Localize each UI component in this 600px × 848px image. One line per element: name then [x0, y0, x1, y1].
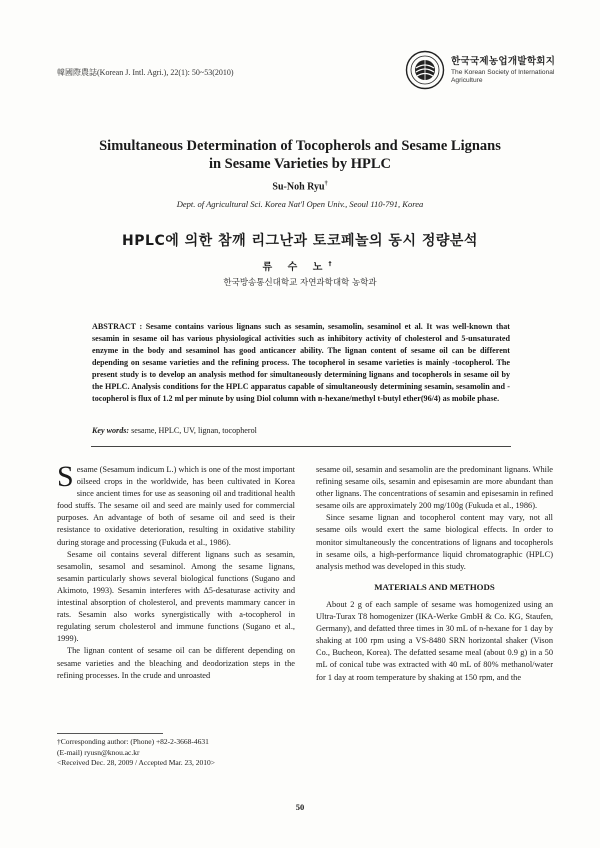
society-name-english-line1: The Korean Society of International: [451, 69, 555, 76]
society-name-english: [451, 69, 585, 85]
abstract-text: Sesame contains various lignans such as sesamin, sesamolin, sesaminol et al. It was well-known that sesamin in sesame oil has various physiological activities such as inhibitory activity of cholesterol and 5-unsaturated enzyme in the body and sesaminol has good anticancer ability. The lignan content of sesame oil can be different depending on sesame varieties and the refining process. The tocopherol in sesame varieties is mainly -tocopherol. The present study is to develop an analysis method for simultaneously determining lignans and tocopherols in sesame oil by the HPLC. Analysis conditions for the HPLC apparatus capable of simultaneously determining sesamin, sesamolin and -tocopherol is flux of 1.2 ml per minute by using Diol column with n-hexane/methyl t-butyl ether(96/4) as mobile phase.: [92, 322, 510, 403]
society-text: [451, 53, 585, 85]
keywords-label: Key words:: [92, 426, 130, 435]
paragraph: Since sesame lignan and tocopherol content may vary, not all sesame oils would exert the same biological effects. In order to monitor simultaneously the concentrations of lignans and tocopherols in sesame oils, a high-performance liquid chromatographic (HPLC) analysis method was developed in this study.: [316, 513, 553, 571]
society-emblem-icon: [405, 50, 445, 90]
footnote-email: (E-mail) ryusn@knou.ac.kr: [57, 747, 140, 757]
korean-author-name: 류 수 노: [262, 262, 329, 273]
keywords: [92, 426, 510, 435]
korean-author-mark: †: [328, 260, 338, 268]
paragraph: The lignan content of sesame oil can be different depending on sesame varieties and the bleaching and deodorization steps in the refining processes. In the crude and unroasted: [57, 646, 295, 680]
affiliation: Dept. of Agricultural Sci. Korea Nat'l Open Univ., Seoul 110-791, Korea: [176, 199, 424, 209]
paragraph: About 2 g of each sample of sesame was homogenized using an Ultra-Turax T8 homogenizer (IKA-Werke GmbH & Co. KG, Staufen, Germany), and defatted three times in 30 mL of n-hexane for 1 day by shaking at 100 rpm using a VS-8480 SRN horizontal shaker (Vison Co., Bucheon, Korea). The defatted sesame meal (about 0.9 g) in a 50 mL of conical tube was extracted with 40 mL of 80% methanol/water for 1 day at room temperature by shaking at 150 rpm, and the: [316, 599, 553, 682]
abstract-label: ABSTRACT :: [92, 322, 143, 331]
keywords-text: sesame, HPLC, UV, lignan, tocopherol: [131, 426, 257, 435]
article-title: [60, 137, 540, 173]
article-title-line2: in Sesame Varieties by HPLC: [208, 156, 392, 172]
body-column-right: [316, 464, 553, 684]
abstract: [92, 321, 510, 405]
drop-cap: S: [57, 460, 74, 493]
article-title-line1: Simultaneous Determination of Tocopherols and Sesame Lignans: [99, 138, 501, 154]
footnote-corresponding: †Corresponding author: (Phone) +82-2-3668-4631: [57, 737, 209, 746]
paragraph: [57, 460, 295, 549]
paragraph-text: esame (Sesamum indicum L.) which is one of the most important oilseed crops in the worldwide, has been cultivated in Korea since ancient times for use as seasoning oil and traditional health food stuffs. The sesame oil and seed are mainly used for commercial purposes. An advantage of both of sesame oil and seed is their resistance to oxidative deterioration, resulting in oxidative stability during storage and processing (Fukuda et al., 1986).: [57, 465, 295, 547]
author-mark: †: [324, 181, 328, 187]
footnotes: [57, 737, 297, 769]
author: [0, 181, 600, 192]
page-number: 50: [295, 802, 305, 812]
footnote-divider: [57, 733, 163, 734]
divider: [91, 446, 511, 447]
society-header: [405, 50, 585, 90]
korean-title: HPLC에 의한 참깨 리그난과 토코페놀의 동시 정량분석: [122, 233, 478, 249]
body-column-left: [57, 460, 295, 682]
footnote-received: <Received Dec. 28, 2009 / Accepted Mar. 23, 2010>: [57, 758, 216, 768]
paragraph: Sesame oil contains several different lignans such as sesamin, sesamolin, sesamol and sesaminol. Among the sesame lignans, sesamin particularly shows several biological functions (Sugano and Akimoto, 1993). Sesamin interferes with Δ5-desaturase activity and intestinal absorption of cholesterol, and prevents mammary cancer in rats. Sesamin also works synergistically with a-tocopherol in regulating serum cholesterol and immune functions (Sugano et al., 1999).: [57, 549, 295, 644]
korean-affiliation: 한국방송통신대학교 자연과학대학 농학과: [223, 278, 377, 288]
section-heading: MATERIALS AND METHODS: [374, 581, 495, 592]
journal-citation: 韓國際農誌(Korean J. Intl. Agri.), 22(1): 50~53(2010): [57, 68, 234, 77]
paragraph: sesame oil, sesamin and sesamolin are the predominant lignans. While refining sesame oils, sesamin and episesamin are more abundant than other lignans. The concentrations of sesamin and episesamin in refined sesame oils are approximately 200 mg/100g (Fukuda et al., 1986).: [316, 465, 553, 511]
korean-author: [0, 258, 600, 273]
author-name: Su-Noh Ryu: [272, 181, 325, 193]
society-name-english-line2: Agriculture: [451, 77, 483, 84]
society-name-korean: 한국국제농업개발학회지: [451, 56, 556, 67]
